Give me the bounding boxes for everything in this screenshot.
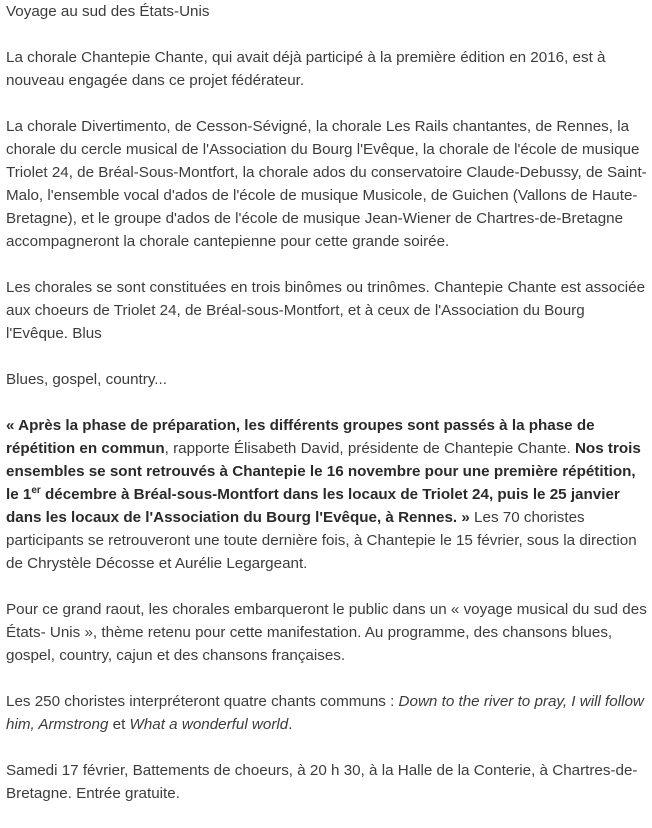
song-title-2: What a wonderful world [129,716,289,733]
paragraph-songs [6,690,650,736]
paragraph-program: Pour ce grand raout, les chorales embarqueront le public dans un « voyage musical du sud des États- Unis », thème retenu pour cette manifestation. Au programme, des chansons blues, gospel, country, cajun et des chansons françaises. [6,601,647,664]
paragraph-genres: Blues, gospel, country... [6,371,167,388]
paragraph-chantepie-chante: La chorale Chantepie Chante, qui avait déjà participé à la première édition en 2016, est à nouveau engagée dans ce projet fédérateur. [6,49,606,89]
final-rehearsal-text: Les 70 choristes participants se retrouveront une toute dernière fois, à Chantepie le 15 février, sous la direction de Chrystèle Décosse et Aurélie Legargeant. [6,509,637,572]
article-title: Voyage au sud des États-Unis [6,3,210,20]
quote-bold-3: décembre à Bréal-sous-Montfort dans les locaux de Triolet 24, puis le 25 janvier dans les locaux de l'Association du Bourg l'Evêque, à Rennes. » [6,486,620,526]
songs-intro: Les 250 choristes interpréteront quatre chants communs : [6,693,399,710]
paragraph-choir-groups: Les chorales se sont constituées en trois binômes ou trinômes. Chantepie Chante est associée aux choeurs de Triolet 24, de Bréal-sous-Montfort, et à ceux de l'Association du Bourg l'Evêque. Blus [6,279,646,342]
ordinal-superscript: er [31,485,41,496]
quote-bold-1: « Après la phase de préparation, les différents groupes sont passés à la phase de répétition en commun [6,417,595,457]
paragraph-participating-choirs: La chorale Divertimento, de Cesson-Sévigné, la chorale Les Rails chantantes, de Rennes, la chorale du cercle musical de l'Association du Bourg l'Evêque, la chorale de l'école de musique Triolet 24, de Bréal-Sous-Montfort, la chorale ados du conservatoire Claude-Debussy, de Saint-Malo, l'ensemble vocal d'ados de l'école de musique Musicole, de Guichen (Vallons de Haute-Bretagne), et le groupe d'ados de l'école de musique Jean-Wiener de Chartres-de-Bretagne accompagneront la chorale cantepienne pour cette grande soirée. [6,118,647,250]
article [6,0,650,828]
paragraph-event-info: Samedi 17 février, Battements de choeurs, à 20 h 30, à la Halle de la Conterie, à Chartres-de-Bretagne. Entrée gratuite. [6,762,638,802]
quote-attribution: , rapporte Élisabeth David, présidente de Chantepie Chante. [164,440,575,457]
songs-conjunction: et [108,716,130,733]
quote-bold-2: Nos trois ensembles se sont retrouvés à Chantepie le 16 novembre pour une première répétition, le 1 [6,440,641,503]
songs-end: . [288,716,293,733]
song-titles-1: Down to the river to pray, I will follow him, Armstrong [6,693,644,733]
paragraph-rehearsals [6,414,650,575]
